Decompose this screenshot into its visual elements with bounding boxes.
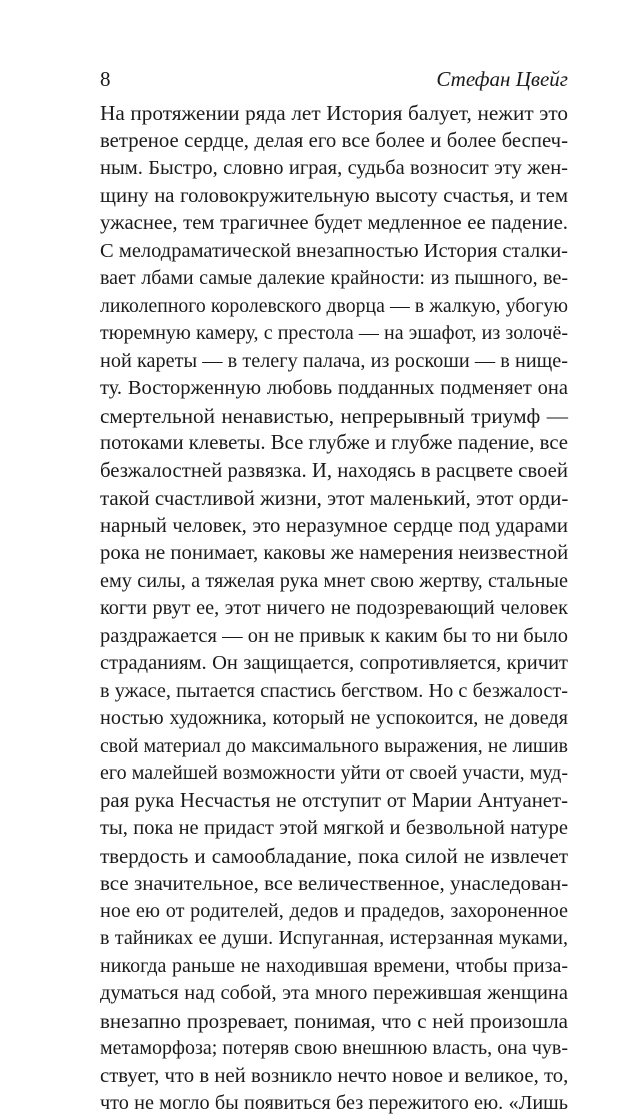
text-line: страданиям. Он защищается, сопротивляется, кричит xyxy=(100,652,568,674)
text-line: ту. Восторженную любовь подданных подменяет она xyxy=(100,377,568,399)
text-line: ветреное сердце, делая его все более и более беспеч- xyxy=(100,129,568,152)
text-line: никогда раньше не находившая времени, чтобы призa- xyxy=(100,954,568,977)
text-line: На протяжении ряда лет История балует, нежит это xyxy=(100,101,568,125)
body-text xyxy=(100,100,568,1118)
text-line: такой счастливой жизни, этот маленький, этот орди- xyxy=(100,486,569,510)
text-line: смертельной ненавистью, непрерывный триумф — xyxy=(100,403,568,428)
text-line: ты, пока не придаст этой мягкой и безвольной натуре xyxy=(100,817,568,839)
text-line: вает лбами самые далекие крайности: из пышного, ве- xyxy=(100,267,568,289)
text-line: его малейшей возможности уйти от своей участи, муд- xyxy=(100,762,568,784)
text-line: С мелодраматической внезапностью История сталки- xyxy=(100,239,568,262)
text-line: в ужасе, пытается спастись бегством. Но с безжалост- xyxy=(100,679,568,702)
text-line: твердость и самообладание, пока силой не извлечет xyxy=(100,843,568,868)
text-line: в тайниках ее души. Испуганная, истерзанная муками, xyxy=(100,927,568,949)
text-line: рая рука Несчастья не отступит от Марии Антуанет- xyxy=(100,789,568,812)
text-line: метаморфоза; потеряв свою внешнюю власть, она чув- xyxy=(100,1037,568,1059)
text-line: ликолепного королевского дворца — в жалкую, убогую xyxy=(100,294,568,317)
text-line: ное ею от родителей, дедов и прадедов, захороненное xyxy=(100,899,568,922)
text-line: когти рвут ее, этот ничего не подозревающий человек xyxy=(100,597,568,619)
text-line: думаться над собой, эта много пережившая женщина xyxy=(100,982,568,1004)
text-line: щину на головокружительную высоту счастья, и тем xyxy=(100,184,568,207)
text-line: внезапно прозревает, понимая, что с ней произошла xyxy=(100,1008,568,1033)
running-head xyxy=(100,64,568,94)
text-line: ной кареты — в телегу палача, из роскоши — в нище- xyxy=(100,349,568,372)
text-line: ему силы, а тяжелая рука мнет свою жертву, стальные xyxy=(100,569,568,592)
text-line: ным. Быстро, словно играя, судьба возносит эту жен- xyxy=(100,157,568,179)
text-line: нарный человек, это неразумное сердце под ударами xyxy=(100,514,568,537)
text-line: рока не понимает, каковы же намерения неизвестной xyxy=(100,542,569,564)
text-line: что не могло бы появиться без пережитого ею. «Лишь xyxy=(100,1092,568,1114)
page-number: 8 xyxy=(100,67,111,91)
text-line: ужаснее, тем трагичнее будет медленное ее падение. xyxy=(100,212,568,234)
text-line: ностью художника, который не успокоится, не доведя xyxy=(100,707,568,729)
text-line: свой материал до максимального выражения, не лишив xyxy=(100,734,568,757)
text-line: раздражается — он не привык к каким бы то ни было xyxy=(100,624,568,647)
text-line: все значительное, все величественное, унаследован- xyxy=(100,871,569,895)
running-title: Стефан Цвейг xyxy=(436,67,568,91)
text-line: потоками клеветы. Все глубже и глубже падение, все xyxy=(100,432,568,454)
text-line: безжалостней развязка. И, находясь в расцвете своей xyxy=(100,459,568,482)
text-line: тюремную камеру, с престола — на эшафот, из золочё- xyxy=(100,322,568,344)
text-line: ствует, что в ней возникло нечто новое и великое, то, xyxy=(100,1064,569,1087)
